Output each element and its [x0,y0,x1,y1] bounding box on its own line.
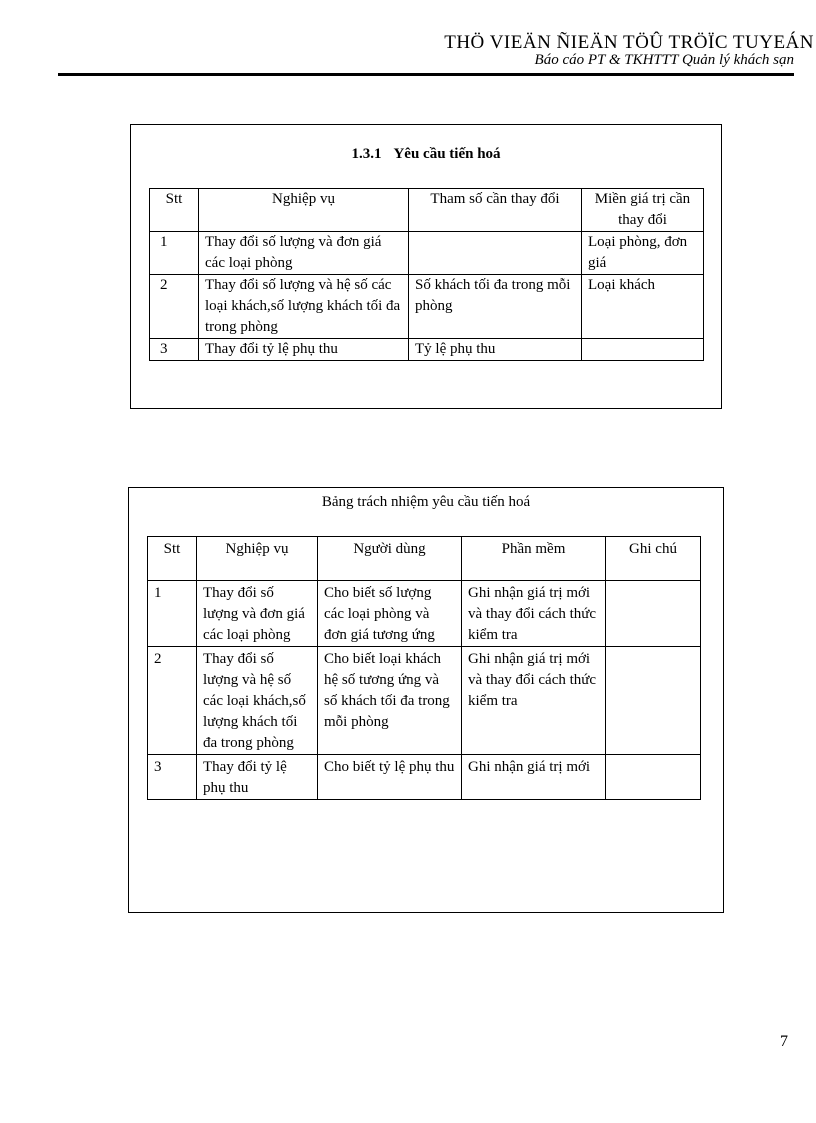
table-cell: Ghi nhận giá trị mới và thay đổi cách thức kiểm tra [462,647,606,755]
table-cell: Tỷ lệ phụ thu [409,339,582,361]
page-header-title: THÖ VIEÄN ÑIEÄN TÖÛ TRÖÏC TUYEÁN [444,32,814,53]
table-row [148,647,701,755]
table-header-row [148,537,701,581]
col-header: Stt [148,537,197,581]
table-cell: Thay đổi tỷ lệ phụ thu [199,339,409,361]
table-cell: Thay đổi số lượng và đơn giá các loại phòng [197,581,318,647]
table-cell: Cho biết số lượng các loại phòng và đơn giá tương ứng [318,581,462,647]
table-cell: 1 [148,581,197,647]
responsibility-table [147,536,701,800]
table-row [150,232,704,275]
section-title: Yêu cầu tiến hoá [393,146,501,162]
col-header: Người dùng [318,537,462,581]
header-rule [58,73,794,76]
col-header: Miền giá trị cần thay đổi [582,189,704,232]
table-row [148,755,701,800]
col-header: Phần mềm [462,537,606,581]
section-title: Bảng trách nhiệm yêu cầu tiến hoá [321,494,531,510]
table-cell: Cho biết tỷ lệ phụ thu [318,755,462,800]
table-cell: Ghi nhận giá trị mới [462,755,606,800]
evolution-requirements-table [149,188,704,361]
table-row [150,339,704,361]
page-header-subtitle: Báo cáo PT & TKHTTT Quản lý khách sạn [534,52,794,68]
table-header-row [150,189,704,232]
table-cell: Số khách tối đa trong mỗi phòng [409,275,582,339]
col-header: Nghiệp vụ [199,189,409,232]
table-cell [582,339,704,361]
table-row [150,275,704,339]
col-header: Nghiệp vụ [197,537,318,581]
table-cell [606,581,701,647]
table-cell: Ghi nhận giá trị mới và thay đổi cách thức kiểm tra [462,581,606,647]
table-cell [606,755,701,800]
table-row [148,581,701,647]
evolution-requirements-box [130,124,722,409]
table-cell: 2 [150,275,199,339]
table-cell [409,232,582,275]
table-cell: Cho biết loại khách hệ số tương ứng và số khách tối đa trong mỗi phòng [318,647,462,755]
table-cell: 1 [150,232,199,275]
responsibility-box [128,487,724,913]
table-cell: Thay đổi số lượng và đơn giá các loại phòng [199,232,409,275]
table-cell [606,647,701,755]
table-cell: Thay đổi số lượng và hệ số các loại khách,số lượng khách tối đa trong phòng [197,647,318,755]
table-cell: Thay đổi số lượng và hệ số các loại khách,số lượng khách tối đa trong phòng [199,275,409,339]
table-cell: Thay đổi tỷ lệ phụ thu [197,755,318,800]
col-header: Tham số cần thay đổi [409,189,582,232]
table-cell: 2 [148,647,197,755]
section-number: 1.3.1 [351,146,382,162]
col-header: Stt [150,189,199,232]
table-cell: Loại khách [582,275,704,339]
col-header: Ghi chú [606,537,701,581]
table-cell: Loại phòng, đơn giá [582,232,704,275]
table-cell: 3 [148,755,197,800]
table-cell: 3 [150,339,199,361]
section-heading [131,146,721,163]
page-number: 7 [780,1033,788,1050]
